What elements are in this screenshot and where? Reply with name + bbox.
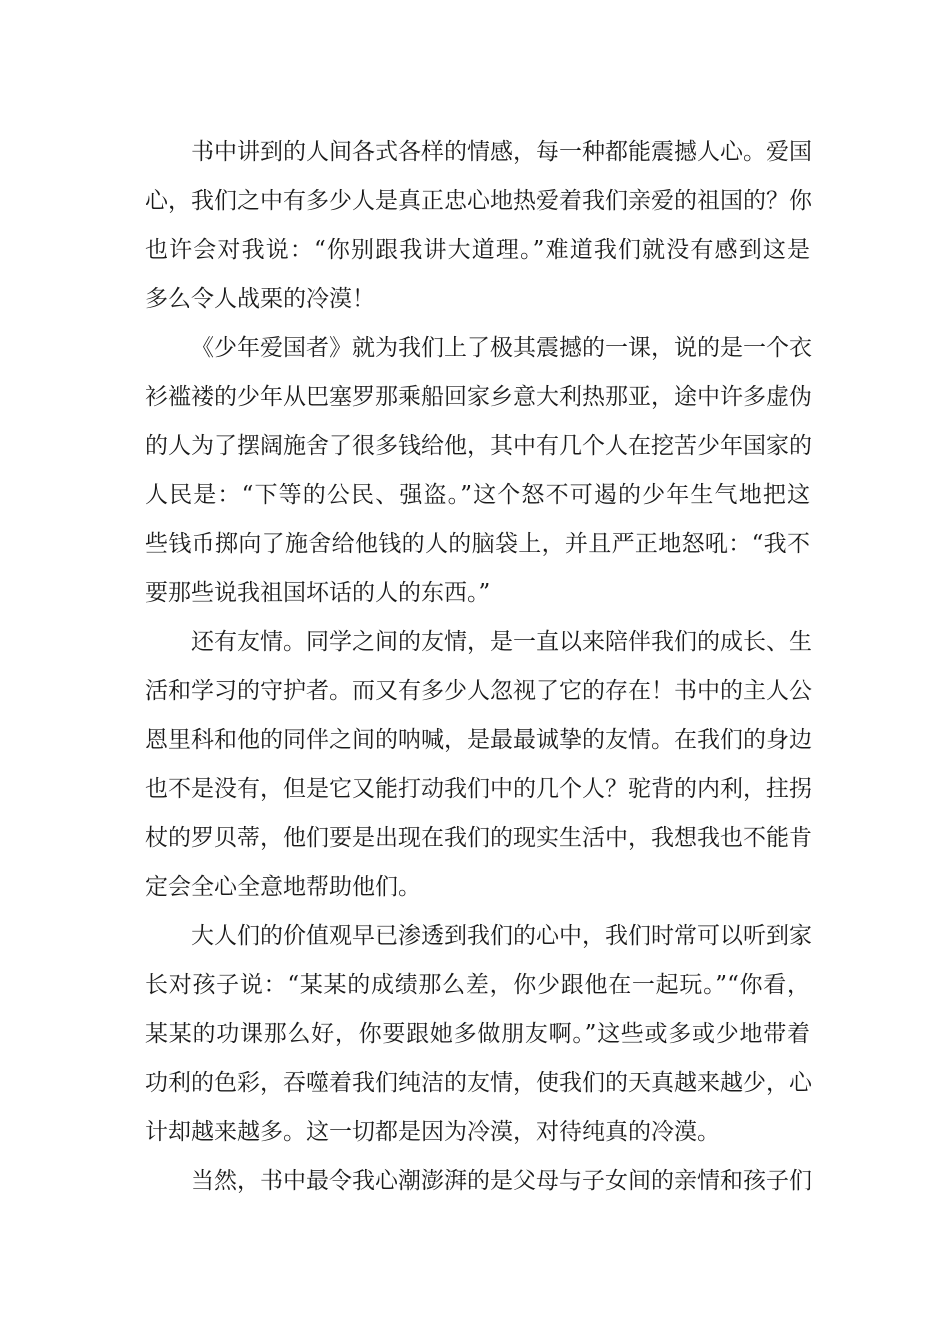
text-line: 活和学习的守护者。而又有多少人忽视了它的存在！书中的主人公	[145, 678, 812, 704]
text-line: 功利的色彩，吞噬着我们纯洁的友情，使我们的天真越来越少，心	[145, 1070, 812, 1096]
paragraph	[145, 618, 810, 912]
body-text	[145, 128, 810, 1206]
text-line: 也不是没有，但是它又能打动我们中的几个人？驼背的内利，拄拐	[145, 776, 812, 802]
text-line: 某某的功课那么好，你要跟她多做朋友啊。”这些或多或少地带着	[145, 1021, 810, 1047]
text-line: 人民是：“下等的公民、强盗。”这个怒不可遏的少年生气地把这	[145, 482, 810, 508]
text-line: 当然，书中最令我心潮澎湃的是父母与子女间的亲情和孩子们	[191, 1168, 812, 1194]
text-line: 杖的罗贝蒂，他们要是出现在我们的现实生活中，我想我也不能肯	[145, 825, 812, 851]
text-line: 《少年爱国者》就为我们上了极其震撼的一课，说的是一个衣	[191, 335, 812, 361]
paragraph	[145, 912, 810, 1157]
text-line: 的人为了摆阔施舍了很多钱给他，其中有几个人在挖苦少年国家的	[145, 433, 812, 459]
text-line: 定会全心全意地帮助他们。	[145, 874, 421, 900]
paragraph	[145, 324, 810, 618]
text-line: 要那些说我祖国坏话的人的东西。”	[145, 580, 491, 606]
text-line: 书中讲到的人间各式各样的情感，每一种都能震撼人心。爱国	[191, 139, 812, 165]
text-line: 大人们的价值观早已渗透到我们的心中，我们时常可以听到家	[191, 923, 812, 949]
text-line: 计却越来越多。这一切都是因为冷漠，对待纯真的冷漠。	[145, 1119, 720, 1145]
text-line: 心，我们之中有多少人是真正忠心地热爱着我们亲爱的祖国的？你	[145, 188, 812, 214]
text-line: 恩里科和他的同伴之间的呐喊，是最最诚挚的友情。在我们的身边	[145, 727, 812, 753]
text-line: 还有友情。同学之间的友情，是一直以来陪伴我们的成长、生	[191, 629, 812, 655]
text-line: 多么令人战栗的冷漠！	[145, 286, 375, 312]
paragraph	[145, 128, 810, 324]
text-line: 也许会对我说：“你别跟我讲大道理。”难道我们就没有感到这是	[145, 237, 810, 263]
text-line: 衫褴褛的少年从巴塞罗那乘船回家乡意大利热那亚，途中许多虚伪	[145, 384, 812, 410]
text-line: 些钱币掷向了施舍给他钱的人的脑袋上，并且严正地怒吼：“我不	[145, 531, 810, 557]
text-line: 长对孩子说：“某某的成绩那么差，你少跟他在一起玩。”“你看，	[145, 972, 810, 998]
paragraph	[145, 1157, 810, 1206]
